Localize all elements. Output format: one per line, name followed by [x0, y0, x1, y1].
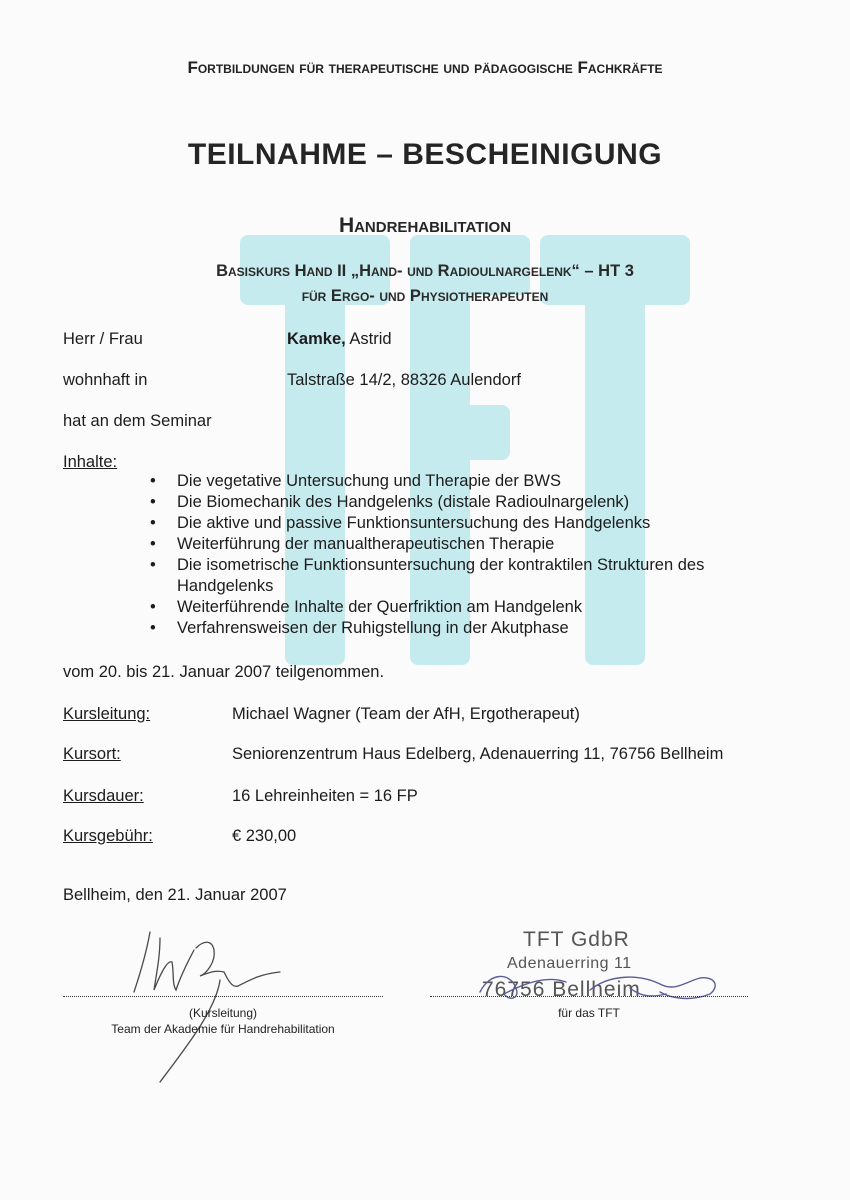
list-item: • Weiterführende Inhalte der Querfriktion am Handgelenk — [150, 597, 790, 618]
organization-tagline: Fortbildungen für therapeutische und pädagogische Fachkräfte — [187, 58, 663, 77]
leader-label: Kursleitung: — [63, 705, 151, 723]
leader-value: Michael Wagner (Team der AfH, Ergotherapeut) — [232, 705, 580, 723]
signature-team-left: Team der Akademie für Handrehabilitation — [111, 1022, 335, 1036]
list-item: • Verfahrensweisen der Ruhigstellung in der Akutphase — [150, 618, 790, 639]
document-subtitle: Handrehabilitation — [338, 214, 512, 237]
stamp-line-3: 76756 Bellheim — [482, 978, 641, 1001]
stamp-signature — [470, 962, 730, 1012]
location-value: Seniorenzentrum Haus Edelberg, Adenauerring 11, 76756 Bellheim — [232, 745, 724, 763]
duration-label: Kursdauer: — [63, 787, 144, 805]
stamp-line-2: Adenauerring 11 — [507, 955, 632, 972]
participant-name — [287, 330, 392, 349]
fee-label: Kursgebühr: — [63, 827, 153, 845]
participant-firstname: Astrid — [349, 330, 392, 348]
duration-value: 16 Lehreinheiten = 16 FP — [232, 787, 418, 805]
salutation-label: Herr / Frau — [63, 330, 143, 348]
list-item: • Die Biomechanik des Handgelenks (distale Radioulnargelenk) — [150, 492, 790, 513]
handwritten-signature — [120, 910, 320, 1090]
location-label: Kursort: — [63, 745, 121, 763]
signature-line-right — [430, 996, 748, 997]
list-item: • Die vegetative Untersuchung und Therapie der BWS — [150, 471, 790, 492]
contents-label: Inhalte: — [63, 453, 118, 471]
participant-address: Talstraße 14/2, 88326 Aulendorf — [287, 371, 521, 389]
signature-role-left: (Kursleitung) — [188, 1006, 258, 1020]
course-audience: für Ergo- und Physiotherapeuten — [301, 287, 549, 305]
fee-value: € 230,00 — [232, 827, 297, 845]
contents-list — [150, 471, 790, 639]
document-title: TEILNAHME – BESCHEINIGUNG — [187, 138, 663, 171]
list-item: • Die isometrische Funktionsuntersuchung der kontraktilen Strukturen des Handgelenks — [150, 555, 777, 597]
attendance-period: vom 20. bis 21. Januar 2007 teilgenommen. — [63, 663, 385, 681]
signature-line-left — [63, 996, 383, 997]
place-date: Bellheim, den 21. Januar 2007 — [63, 886, 287, 904]
signature-role-right: für das TFT — [558, 1006, 620, 1020]
seminar-label: hat an dem Seminar — [63, 412, 212, 430]
address-label: wohnhaft in — [63, 371, 148, 389]
participant-surname: Kamke, — [287, 330, 346, 348]
list-item: • Die aktive und passive Funktionsuntersuchung des Handgelenks — [150, 513, 790, 534]
stamp-line-1: TFT GdbR — [523, 928, 630, 951]
course-title: Basiskurs Hand II „Hand- und Radioulnargelenk“ – HT 3 — [216, 262, 634, 280]
list-item: • Weiterführung der manualtherapeutischen Therapie — [150, 534, 790, 555]
